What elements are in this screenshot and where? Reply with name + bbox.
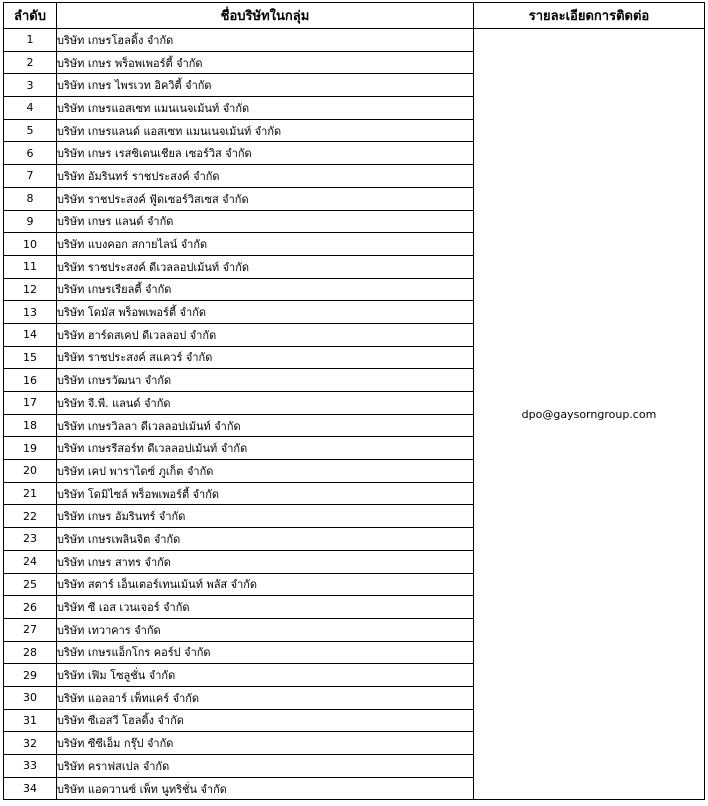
table-row	[4, 29, 705, 52]
company-name: บริษัท เทวาคาร จำกัด	[57, 618, 474, 641]
company-name: บริษัท เกษรโฮลดิ้ง จำกัด	[57, 29, 474, 52]
row-number: 33	[4, 755, 57, 778]
row-number: 10	[4, 233, 57, 256]
company-name: บริษัท เกษรเพลินจิต จำกัด	[57, 528, 474, 551]
company-name: บริษัท เกษร แลนด์ จำกัด	[57, 210, 474, 233]
row-number: 1	[4, 29, 57, 52]
row-number: 13	[4, 301, 57, 324]
row-number: 27	[4, 618, 57, 641]
company-name: บริษัท แบงคอก สกายไลน์ จำกัด	[57, 233, 474, 256]
company-name: บริษัท เกษร ไพรเวท อิควิตี้ จำกัด	[57, 74, 474, 97]
company-name: บริษัท อัมรินทร์ ราชประสงค์ จำกัด	[57, 165, 474, 188]
company-name: บริษัท เกษรแลนด์ แอสเซท แมนเนจเม้นท์ จำกัด	[57, 119, 474, 142]
row-number: 14	[4, 323, 57, 346]
company-name: บริษัท เกษร สาทร จำกัด	[57, 550, 474, 573]
company-name: บริษัท เคป พาราไดซ์ ภูเก็ต จำกัด	[57, 460, 474, 483]
company-name: บริษัท เกษรแอ็กโกร คอร์ป จำกัด	[57, 641, 474, 664]
table-header-row	[4, 3, 705, 29]
company-name: บริษัท โดมิไซล์ พร็อพเพอร์ตี้ จำกัด	[57, 482, 474, 505]
company-name: บริษัท ซีซีเอ็ม กรุ๊ป จำกัด	[57, 732, 474, 755]
company-name: บริษัท ฮาร์ดสเคป ดีเวลลอป จำกัด	[57, 323, 474, 346]
row-number: 12	[4, 278, 57, 301]
row-number: 18	[4, 414, 57, 437]
company-name: บริษัท เกษรเรียลตี้ จำกัด	[57, 278, 474, 301]
row-number: 24	[4, 550, 57, 573]
company-name: บริษัท โดมัส พร็อพเพอร์ตี้ จำกัด	[57, 301, 474, 324]
row-number: 16	[4, 369, 57, 392]
company-name: บริษัท แอดวานซ์ เพ็ท นูทริชั่น จำกัด	[57, 777, 474, 800]
row-number: 22	[4, 505, 57, 528]
row-number: 19	[4, 437, 57, 460]
row-number: 6	[4, 142, 57, 165]
row-number: 28	[4, 641, 57, 664]
row-number: 26	[4, 596, 57, 619]
company-name: บริษัท เกษรวัฒนา จำกัด	[57, 369, 474, 392]
company-name: บริษัท ราชประสงค์ ฟู้ดเซอร์วิสเซส จำกัด	[57, 187, 474, 210]
company-name: บริษัท ซีเอสวี โฮลดิ้ง จำกัด	[57, 709, 474, 732]
company-name: บริษัท ราชประสงค์ ดีเวลลอปเม้นท์ จำกัด	[57, 255, 474, 278]
row-number: 17	[4, 392, 57, 415]
row-number: 21	[4, 482, 57, 505]
company-name: บริษัท เกษรรีสอร์ท ดีเวลลอปเม้นท์ จำกัด	[57, 437, 474, 460]
table-body	[4, 29, 705, 800]
company-name: บริษัท ราชประสงค์ สแควร์ จำกัด	[57, 346, 474, 369]
row-number: 29	[4, 664, 57, 687]
row-number: 9	[4, 210, 57, 233]
company-name: บริษัท เกษร พร็อพเพอร์ตี้ จำกัด	[57, 51, 474, 74]
row-number: 15	[4, 346, 57, 369]
header-no: ลำดับ	[4, 3, 57, 29]
header-company-name: ชื่อบริษัทในกลุ่ม	[57, 3, 474, 29]
row-number: 31	[4, 709, 57, 732]
row-number: 5	[4, 119, 57, 142]
header-contact: รายละเอียดการติดต่อ	[474, 3, 705, 29]
row-number: 2	[4, 51, 57, 74]
company-name: บริษัท เกษร อัมรินทร์ จำกัด	[57, 505, 474, 528]
company-name: บริษัท คราฟสเปล จำกัด	[57, 755, 474, 778]
company-name: บริษัท เกษร เรสซิเดนเชียล เซอร์วิส จำกัด	[57, 142, 474, 165]
row-number: 3	[4, 74, 57, 97]
company-name: บริษัท แอลอาร์ เพ็ทแคร์ จำกัด	[57, 686, 474, 709]
company-name: บริษัท จี.พี. แลนด์ จำกัด	[57, 392, 474, 415]
row-number: 11	[4, 255, 57, 278]
row-number: 30	[4, 686, 57, 709]
company-name: บริษัท เกษรวิลลา ดีเวลลอปเม้นท์ จำกัด	[57, 414, 474, 437]
row-number: 25	[4, 573, 57, 596]
company-name: บริษัท สตาร์ เอ็นเตอร์เทนเม้นท์ พลัส จำกัด	[57, 573, 474, 596]
company-name: บริษัท เฟิม โซลูชั่น จำกัด	[57, 664, 474, 687]
company-contact-table	[3, 2, 705, 800]
row-number: 23	[4, 528, 57, 551]
row-number: 32	[4, 732, 57, 755]
company-name: บริษัท เกษรแอสเซท แมนเนจเม้นท์ จำกัด	[57, 97, 474, 120]
company-name: บริษัท ซี เอส เวนเจอร์ จำกัด	[57, 596, 474, 619]
row-number: 7	[4, 165, 57, 188]
row-number: 20	[4, 460, 57, 483]
row-number: 4	[4, 97, 57, 120]
row-number: 34	[4, 777, 57, 800]
row-number: 8	[4, 187, 57, 210]
contact-email: dpo@gaysorngroup.com	[474, 29, 705, 800]
